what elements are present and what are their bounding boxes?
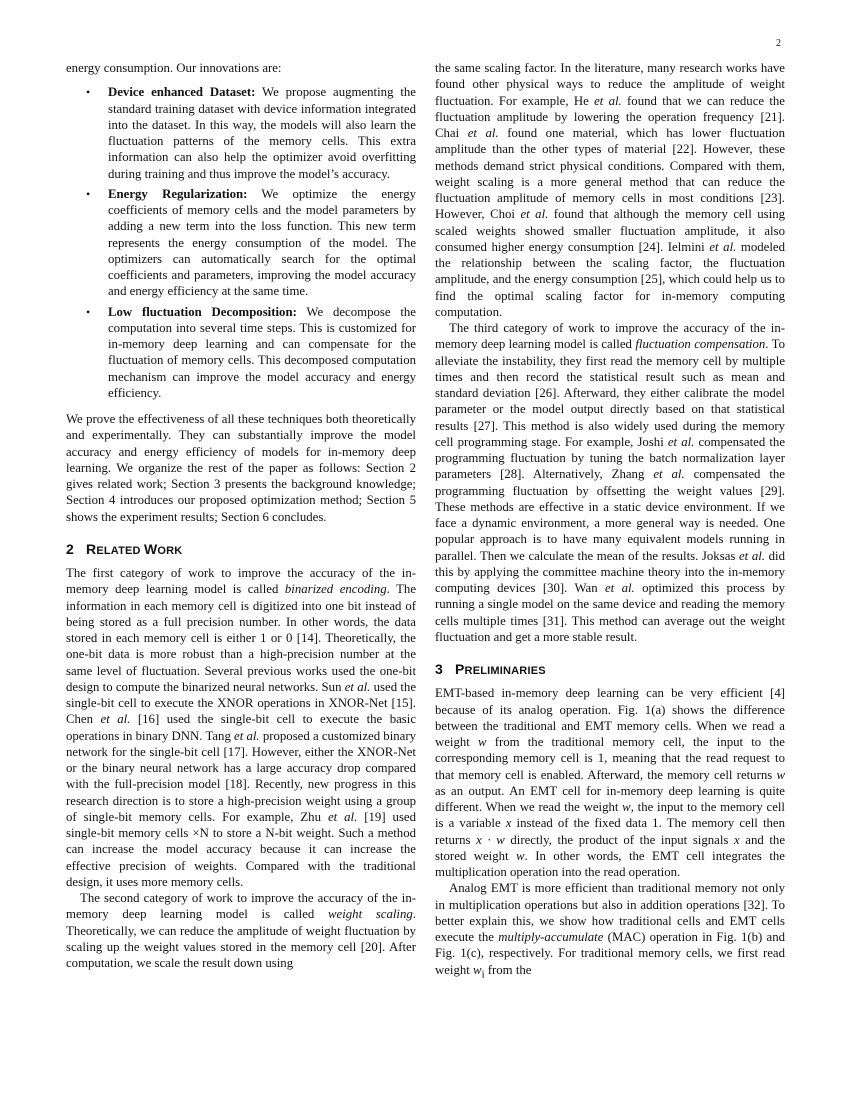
text-run: from the traditional memory cell, the input to the corresponding memory cell is 1, meaning that the read request to that memory cell is enabled. Afterward, the memory cell returns (435, 735, 785, 782)
heading-smallcaps: ELATED (96, 544, 144, 557)
math-var: x (505, 816, 512, 831)
paragraph-weight-scaling-cont (435, 60, 785, 320)
text-run: modeled the relationship between the scaling factor, the fluctuation amplitude, and the energy consumption [25], which could help us to find the optimal scaling factor for in-memory computing computation. (435, 239, 785, 319)
section-heading-preliminaries (435, 661, 785, 679)
left-column (66, 60, 416, 971)
bullet-text: We optimize the energy coefficients of memory cells and the model parameters by adding a new term into the loss function. This new term represents the energy consumption of the model. The optimizers can automatically search for the optimal coefficients and parameters, improving the model accuracy and energy efficiency at the same time. (108, 186, 416, 299)
math-subscript: i (481, 969, 485, 981)
section-number: 3 (435, 661, 443, 677)
list-item (66, 84, 416, 182)
emphasis: multiply-accumulate (498, 930, 604, 944)
text-run: compensated the programming fluctuation by tuning the batch normalization layer parameters [28]. Alternatively, Zhang (435, 434, 785, 482)
emphasis: et al. (667, 434, 695, 449)
text-run: , the input to the memory cell is a variable (435, 800, 785, 831)
text-run: found that we can reduce the fluctuation amplitude by lowering the operation frequency [21]. Chai (435, 93, 785, 140)
text-run: . The information in each memory cell is digitized into one bit instead of being stored as a full precision number. In other words, the data stored in each memory cell is either 1 or 0 [14]. Theoretically, the one-bit data is more robust than a high-precision number at the same level of fluctuation. Several previous works used the one-bit design to compute the binarized neural networks. Sun (66, 582, 416, 694)
text-run: proposed a customized binary network for the single-bit cell [17]. However, either the XNOR-Net or the binary neural network has a large accuracy drop compared with the full-precision model [18]. Recently, new progress in this research direction is to store a high-precision weight using a group of single-bit memory cells. For example, Zhu (66, 728, 417, 824)
math-var: w (516, 848, 525, 863)
paragraph-organization: We prove the effectiveness of all these techniques both theoretically and experimentally. They can substantially improve the model accuracy and energy efficiency of models for in-memory deep learning. We organize the rest of the paper as follows: Section 2 gives related work; Section 3 presents the background knowledge; Section 4 introduces our proposed optimization method; Section 5 shows the experiment results; Section 6 concludes. (66, 412, 416, 524)
emphasis: weight scaling (328, 907, 413, 922)
text-run: The first category of work to improve the accuracy of the in-memory deep learning model is called (66, 566, 416, 597)
paragraph-fluctuation-compensation (435, 320, 785, 645)
text-run: did this by applying the committee machine theory into the in-memory computing devices [30]. Wan (435, 548, 785, 595)
right-column (435, 60, 785, 983)
math-var: w (473, 962, 482, 977)
heading-cap: W (143, 540, 158, 557)
emphasis: et al. (594, 93, 622, 108)
text-run: . In other words, the EMT cell integrates the multiplication operation into the read operation. (435, 848, 785, 879)
text-run: found that although the memory cell using scaled weights showed smaller fluctuation amplitude, it also consumed higher energy consumption [24]. Ielmini (435, 207, 786, 254)
heading-smallcaps: ORK (157, 544, 183, 557)
text-run: The second category of work to improve the accuracy of the in-memory deep learning model is called (66, 891, 416, 922)
bullet-text: We decompose the computation into several time steps. This is customized for in-memory deep learning and can compensate for the fluctuation of memory cells. This decomposed computation mechanism can improve the model accuracy and energy efficiency. (108, 304, 416, 400)
text-run: compensated the programming fluctuation by offsetting the weight values [29]. These methods are effective in a static device environment. If we face a dynamic environment, a more general way is needed. One popular approach is to have many equivalent models running in parallel. Then we calculate the mean of the results. Joksas (435, 467, 785, 563)
text-run: from the (484, 962, 532, 977)
emphasis: et al. (234, 728, 260, 743)
text-run: and the stored weight (435, 832, 785, 863)
list-item (66, 304, 416, 402)
emphasis: et al. (604, 581, 635, 595)
text-run: EMT-based in-memory deep learning can be very efficient [4] because of its analog operation. Fig. 1(a) shows the difference between the traditional and EMT memory cells. When we read a weight (435, 686, 785, 749)
text-run: . Theoretically, we can reduce the amplitude of weight fluctuation by scaling up the weight values stored in the memory cell [20]. After computation, we scale the result down using (66, 907, 416, 970)
bullet-title: Low fluctuation Decomposition: (108, 304, 297, 319)
paragraph-binarized-encoding (66, 565, 416, 890)
emphasis: et al. (653, 467, 685, 482)
text-run: optimized this process by running a single model on the same device and reading the memory cells multiple times [31]. This method can average out the weight fluctuation and get a more stable result. (435, 581, 785, 644)
emphasis: et al. (709, 239, 737, 254)
text-run: instead of the fixed data 1. The memory cell then returns (435, 816, 785, 847)
innovations-list (66, 84, 416, 401)
bullet-text: We propose augmenting the standard training dataset with device information integrated into the dataset. In this way, the models will also learn the fluctuation patterns of the memory cells. This extra information can also help the optimizer avoid overfitting during training and thus improve the model’s accuracy. (108, 85, 416, 181)
paragraph-emt-cells (435, 685, 785, 880)
emphasis: et al. (738, 548, 766, 563)
text-run: The third category of work to improve the accuracy of the in-memory deep learning model is called (435, 321, 785, 352)
heading-cap: R (86, 540, 97, 557)
bullet-title: Device enhanced Dataset: (108, 85, 256, 100)
emphasis: et al. (467, 126, 499, 140)
text-run: used the single-bit cell to execute the XNOR operations in XNOR-Net [15]. Chen (66, 679, 416, 727)
paragraph-intro-tail: energy consumption. Our innovations are: (66, 61, 282, 75)
math-var: w (776, 767, 785, 782)
emphasis: fluctuation compensation (635, 337, 766, 352)
emphasis: et al. (344, 679, 371, 694)
math-var: x (733, 832, 740, 847)
paragraph-weight-scaling (66, 890, 416, 971)
paragraph-analog-emt (435, 880, 785, 983)
math-var: w (622, 800, 631, 814)
section-heading-related-work (66, 541, 416, 559)
emphasis: binarized encoding (284, 582, 387, 597)
emphasis: et al. (100, 712, 131, 727)
math-expr: x · w (476, 832, 505, 847)
section-number: 2 (66, 540, 74, 557)
math-var: w (478, 735, 487, 749)
bullet-title: Energy Regularization: (108, 186, 248, 201)
text-run: Analog EMT is more efficient than traditional memory not only in multiplication operations but also in addition operations [32]. To better explain this, we show how traditional cells and EMT cells execute the (435, 881, 785, 944)
list-item (66, 186, 416, 300)
text-run: as an output. An EMT cell for in-memory deep learning is quite different. When we read the weight (435, 783, 785, 814)
text-run: . To alleviate the instability, they first read the memory cell by multiple times and then record the statistical result such as mean and standard deviation [26]. Afterward, they either calibrate the model parameter or the model output directly based on that statistical results [27]. This method is also widely used during the memory cell programming stage. For example, Joshi (435, 337, 785, 449)
text-run: [19] used single-bit memory cells ×N to store a N-bit weight. Such a method can increase the model accuracy because it can increase the effective precision of weights. Compared with the traditional design, it uses more memory cells. (66, 809, 417, 889)
heading-cap: P (455, 661, 465, 677)
text-run: (MAC) operation in Fig. 1(b) and Fig. 1(c), respectively. For traditional memory cells, we first read weight (435, 930, 785, 977)
text-run: [16] used the single-bit cell to execute the basic operations in binary DNN. Tang (66, 712, 417, 743)
page-number: 2 (776, 38, 781, 49)
heading-smallcaps: RELIMINARIES (464, 665, 546, 677)
text-run: found one material, which has lower fluctuation amplitude than the other types of material [22]. However, these methods demand strict physical conditions. Compared with them, weight scaling is a more general method that can reduce the fluctuation amplitude of memory cells in most conditions [23]. However, Choi (435, 126, 785, 222)
text-run: directly, the product of the input signals (504, 832, 734, 847)
text-run: the same scaling factor. In the literature, many research works have found other physical ways to reduce the amplitude of weight fluctuation. For example, He (435, 61, 785, 108)
emphasis: et al. (520, 207, 549, 222)
emphasis: et al. (327, 809, 358, 824)
